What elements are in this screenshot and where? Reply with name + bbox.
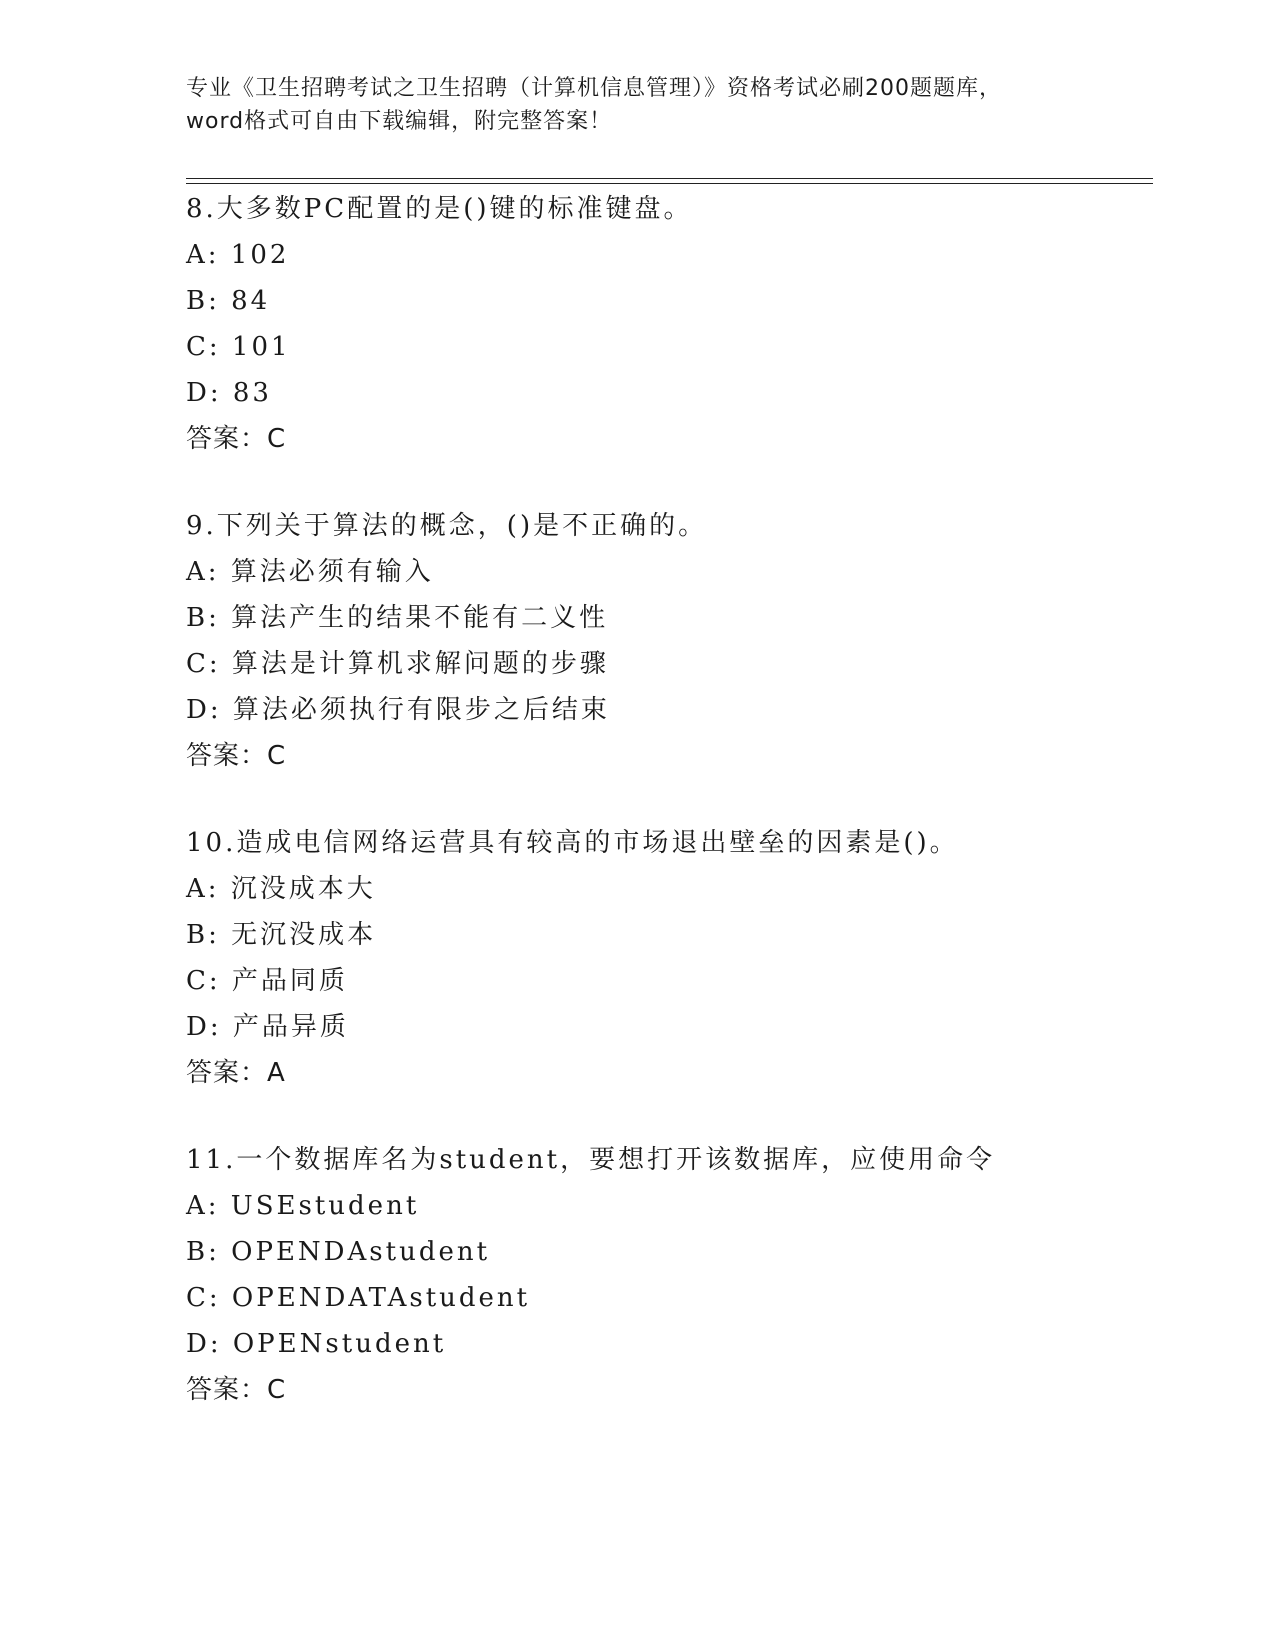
- option-a: A: 算法必须有输入: [186, 557, 434, 587]
- question-10: [186, 820, 1186, 1096]
- option-c: C: 算法是计算机求解问题的步骤: [186, 649, 609, 679]
- question-stem: 11.一个数据库名为student，要想打开该数据库，应使用命令: [186, 1145, 996, 1175]
- option-a: A: USEstudent: [186, 1191, 420, 1221]
- header-line-2: word格式可自由下载编辑，附完整答案！: [186, 109, 613, 134]
- option-d: D: OPENstudent: [186, 1329, 447, 1359]
- question-stem: 8.大多数PC配置的是()键的标准键盘。: [186, 194, 693, 224]
- answer: 答案：A: [186, 1058, 286, 1088]
- option-d: D: 83: [186, 378, 272, 408]
- document-header: [186, 72, 1086, 138]
- question-9: [186, 503, 1186, 779]
- answer: 答案：C: [186, 1375, 287, 1405]
- option-d: D: 算法必须执行有限步之后结束: [186, 695, 610, 725]
- option-b: B: 无沉没成本: [186, 920, 377, 950]
- option-c: C: OPENDATAstudent: [186, 1283, 531, 1313]
- answer: 答案：C: [186, 741, 287, 771]
- option-d: D: 产品异质: [186, 1012, 349, 1042]
- header-divider-bottom: [186, 183, 1153, 184]
- question-8: [186, 186, 1186, 462]
- option-c: C: 产品同质: [186, 966, 348, 996]
- option-b: B: 算法产生的结果不能有二义性: [186, 603, 609, 633]
- header-line-1: 专业《卫生招聘考试之卫生招聘（计算机信息管理）》资格考试必刷200题题库，: [186, 76, 1002, 101]
- option-a: A: 102: [186, 240, 290, 270]
- option-b: B: 84: [186, 286, 271, 316]
- question-11: [186, 1137, 1186, 1413]
- answer: 答案：C: [186, 424, 287, 454]
- option-b: B: OPENDAstudent: [186, 1237, 491, 1267]
- option-a: A: 沉没成本大: [186, 874, 376, 904]
- question-stem: 10.造成电信网络运营具有较高的市场退出壁垒的因素是()。: [186, 828, 959, 858]
- question-stem: 9.下列关于算法的概念，()是不正确的。: [186, 511, 708, 541]
- option-c: C: 101: [186, 332, 291, 362]
- header-divider-top: [186, 178, 1153, 179]
